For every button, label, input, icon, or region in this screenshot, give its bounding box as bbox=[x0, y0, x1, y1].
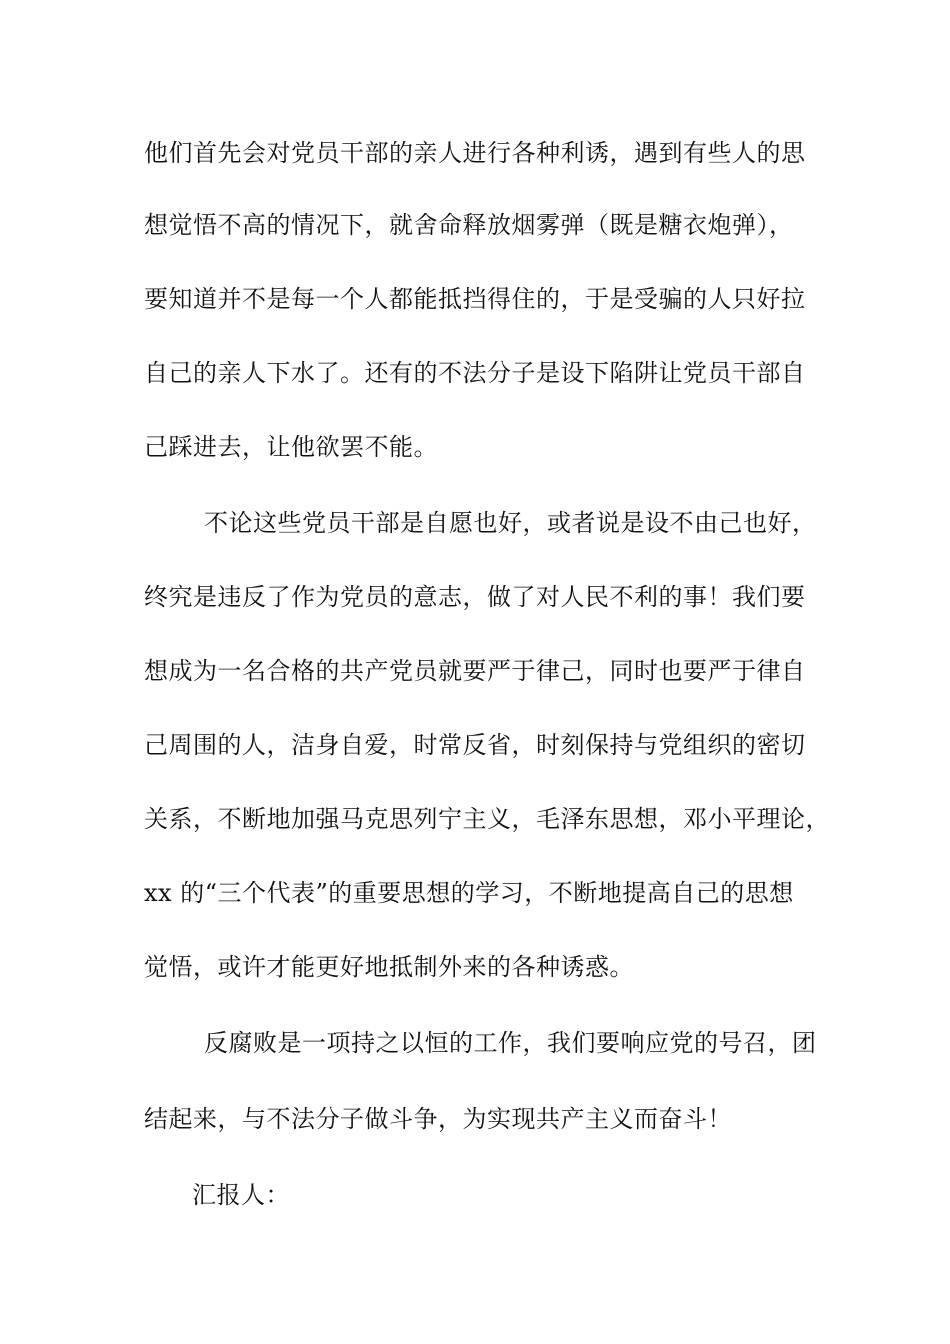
text-line: 想成为一名合格的共产党员就要严于律己，同时也要严于律自 bbox=[144, 657, 806, 685]
text-line: 想觉悟不高的情况下，就舍命释放烟雾弹（既是糖衣炮弹）， bbox=[144, 211, 794, 239]
text-line: 结起来，与不法分子做斗争，为实现共产主义而奋斗！ bbox=[144, 1105, 732, 1133]
text-line: 他们首先会对党员干部的亲人进行各种利诱，遇到有些人的思 bbox=[144, 139, 806, 167]
paragraph-start: 不论这些党员干部是自愿也好，或者说是设不由己也好， bbox=[204, 509, 817, 537]
reporter-label: 汇报人： bbox=[192, 1181, 290, 1209]
text-line: 终究是违反了作为党员的意志，做了对人民不利的事！我们要 bbox=[144, 583, 806, 611]
text-line: 要知道并不是每一个人都能抵挡得住的，于是受骗的人只好拉 bbox=[144, 285, 806, 313]
paragraph-start: 反腐败是一项持之以恒的工作，我们要响应党的号召，团 bbox=[204, 1029, 817, 1057]
text-line: xx 的“三个代表”的重要思想的学习，不断地提高自己的思想 bbox=[144, 879, 794, 907]
text-line: 己周围的人，洁身自爱，时常反省，时刻保持与党组织的密切 bbox=[144, 731, 806, 759]
text-line: 觉悟，或许才能更好地抵制外来的各种诱惑。 bbox=[144, 953, 634, 981]
text-line: 关系，不断地加强马克思列宁主义，毛泽东思想，邓小平理论， bbox=[144, 805, 830, 833]
text-line: 自己的亲人下水了。还有的不法分子是设下陷阱让党员干部自 bbox=[144, 359, 806, 387]
text-line: 己踩进去，让他欲罢不能。 bbox=[144, 433, 438, 461]
